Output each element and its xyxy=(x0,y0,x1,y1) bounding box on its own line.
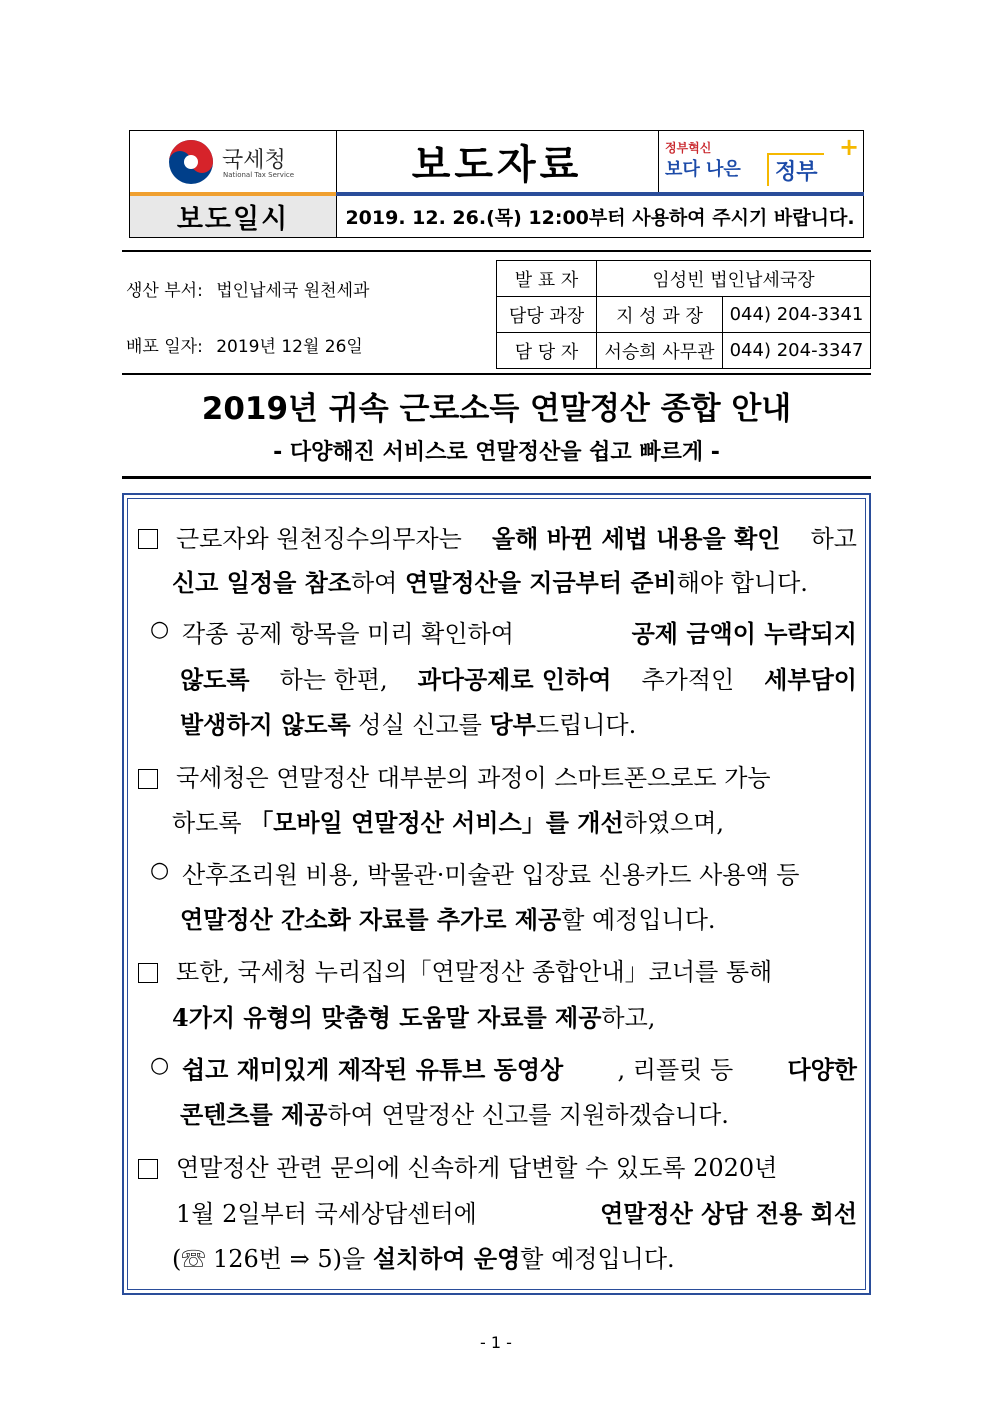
contact-role: 담 당 자 xyxy=(497,333,597,368)
p2-line1: 국세청은 연말정산 대부분의 과정이 스마트폰으로도 가능 xyxy=(176,764,771,792)
p1s-line2: 않도록 하는 한편, 과다공제로 인하여 추가적인 세부담이 xyxy=(180,665,857,694)
contacts-table xyxy=(496,260,871,369)
p3-line2: 4가지 유형의 맞춤형 도움말 자료를 제공하고, xyxy=(172,1003,656,1032)
dept-line xyxy=(126,276,369,301)
date-line xyxy=(126,332,363,357)
header-box xyxy=(129,130,864,238)
rule-top xyxy=(122,250,871,252)
doc-type-title: 보도자료 xyxy=(411,142,583,188)
gov-logo-line2b: 정부 xyxy=(767,153,824,186)
contact-role: 담당 과장 xyxy=(497,297,597,333)
contact-name: 지 성 과 장 xyxy=(597,297,723,333)
page-number: - 1 - xyxy=(480,1332,512,1352)
gov-logo-line2a: 보다 나은 xyxy=(665,159,741,180)
checkbox-icon xyxy=(138,1159,158,1179)
circle-bullet-icon: ○ xyxy=(150,858,170,883)
contact-role: 발 표 자 xyxy=(497,261,597,297)
circle-bullet-icon: ○ xyxy=(150,1053,170,1078)
gov-logo-plus-icon: + xyxy=(839,133,860,161)
p3-line1: 또한, 국세청 누리집의「연말정산 종합안내」코너를 통해 xyxy=(176,958,773,986)
circle-bullet-icon: ○ xyxy=(150,617,170,642)
contact-phone: 044) 204-3341 xyxy=(723,297,870,333)
p2s-line2: 연말정산 간소화 자료를 추가로 제공할 예정입니다. xyxy=(180,905,716,934)
gov-logo-line1: 정부혁신 xyxy=(665,141,712,155)
contact-name: 서승희 사무관 xyxy=(597,333,723,368)
p3s-line2: 콘텐츠를 제공하여 연말정산 신고를 지원하겠습니다. xyxy=(180,1100,729,1129)
dept-value: 법인납세국 원천세과 xyxy=(216,281,370,301)
p4-line1: 연말정산 관련 문의에 신속하게 답변할 수 있도록 2020년 xyxy=(176,1154,778,1182)
checkbox-icon xyxy=(138,529,158,549)
release-label: 보도일시 xyxy=(130,196,337,237)
dept-label: 생산 부서: xyxy=(126,281,203,301)
agency-name-en: National Tax Service xyxy=(223,171,295,179)
taegeuk-logo-icon xyxy=(168,139,214,185)
agency-name-kr: 국세청 xyxy=(222,148,286,173)
p1s-line1: 각종 공제 항목을 미리 확인하여 공제 금액이 누락되지 xyxy=(182,619,857,648)
checkbox-icon xyxy=(138,769,158,789)
date-label: 배포 일자: xyxy=(126,337,203,357)
p4-line3: (☏ 126번 ⇒ 5)을 설치하여 운영할 예정입니다. xyxy=(172,1244,675,1273)
summary-box xyxy=(122,493,871,1295)
rule-mid xyxy=(122,373,871,375)
p2-line2: 하도록 「모바일 연말정산 서비스」를 개선하였으며, xyxy=(172,808,725,837)
agency-logo-cell xyxy=(130,131,337,193)
p1-line1: 근로자와 원천징수의무자는 올해 바뀐 세법 내용을 확인 하고 xyxy=(176,524,857,553)
rule-title xyxy=(122,476,871,479)
p2s-line1: 산후조리원 비용, 박물관·미술관 입장료 신용카드 사용액 등 xyxy=(182,861,800,889)
p4-line2: 1월 2일부터 국세상담센터에 연말정산 상담 전용 회선 xyxy=(176,1199,857,1228)
date-value: 2019년 12월 26일 xyxy=(216,337,363,357)
release-text: 2019. 12. 26.(목) 12:00부터 사용하여 주시기 바랍니다. xyxy=(345,207,855,229)
page-subtitle: - 다양해진 서비스로 연말정산을 쉽고 빠르게 - xyxy=(273,439,720,465)
p1-line2: 신고 일정을 참조하여 연말정산을 지금부터 준비해야 합니다. xyxy=(172,568,808,597)
checkbox-icon xyxy=(138,963,158,983)
p3s-line1: 쉽고 재미있게 제작된 유튜브 동영상 , 리플릿 등 다양한 xyxy=(182,1055,857,1084)
contact-phone: 044) 204-3347 xyxy=(729,340,864,361)
contact-name: 임성빈 법인납세국장 xyxy=(597,261,870,297)
gov-logo-cell xyxy=(658,131,865,192)
p1s-line3: 발생하지 않도록 성실 신고를 당부드립니다. xyxy=(180,710,637,739)
page-title: 2019년 귀속 근로소득 연말정산 종합 안내 xyxy=(201,390,792,427)
